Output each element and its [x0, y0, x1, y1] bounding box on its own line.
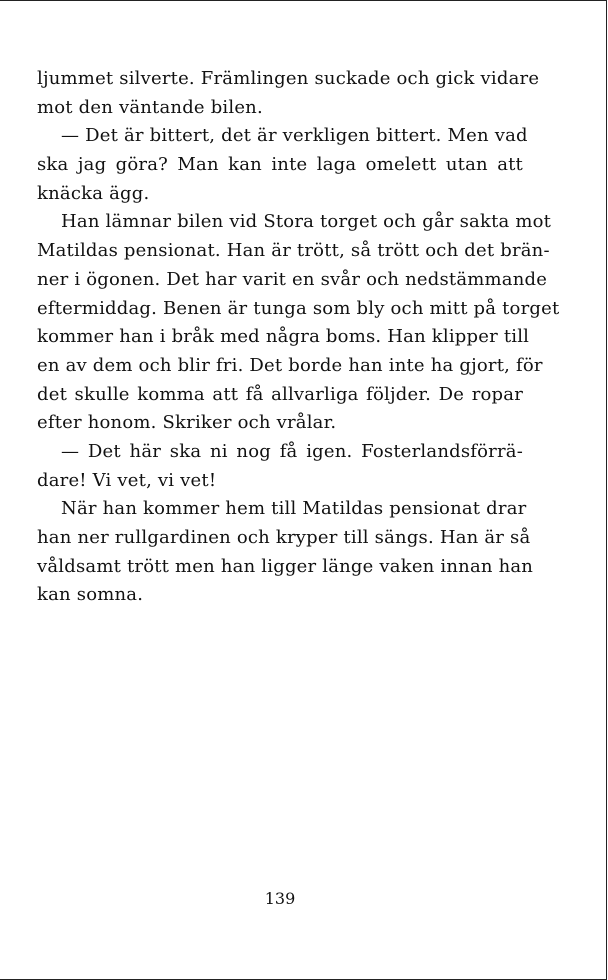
text-line: våldsamt trött men han ligger länge vaken innan han [37, 555, 534, 577]
text-line: eftermiddag. Benen är tunga som bly och mitt på torget [37, 297, 560, 319]
text-line: ner i ögonen. Det har varit en svår och nedstämmande [37, 268, 548, 290]
text-line: kan somna. [37, 584, 144, 606]
body-text [37, 65, 560, 610]
text-line: efter honom. Skriker och vrålar. [37, 412, 337, 434]
text-line: Matildas pensionat. Han är trött, så trött och det brän- [37, 240, 550, 262]
text-line: kommer han i bråk med några boms. Han klipper till [37, 326, 530, 348]
text-line: — Det är bittert, det är verkligen bittert. Men vad [61, 125, 528, 147]
text-line: knäcka ägg. [37, 182, 150, 204]
text-line: en av dem och blir fri. Det borde han inte ha gjort, för [37, 354, 543, 376]
text-line: När han kommer hem till Matildas pensionat drar [61, 498, 527, 520]
text-line: ska jag göra? Man kan inte laga omelett utan att [37, 154, 523, 176]
text-line: dare! Vi vet, vi vet! [37, 469, 217, 491]
page-number: 139 [264, 889, 296, 908]
text-line: det skulle komma att få allvarliga följder. De ropar [37, 383, 523, 405]
text-line: han ner rullgardinen och kryper till sängs. Han är så [37, 527, 531, 548]
text-line: — Det här ska ni nog få igen. Fosterlandsförrä- [61, 440, 523, 462]
text-line: ljummet silverte. Främlingen suckade och gick vidare [37, 68, 540, 89]
text-line: Han lämnar bilen vid Stora torget och går sakta mot [61, 211, 552, 233]
text-line: mot den väntande bilen. [37, 96, 263, 118]
